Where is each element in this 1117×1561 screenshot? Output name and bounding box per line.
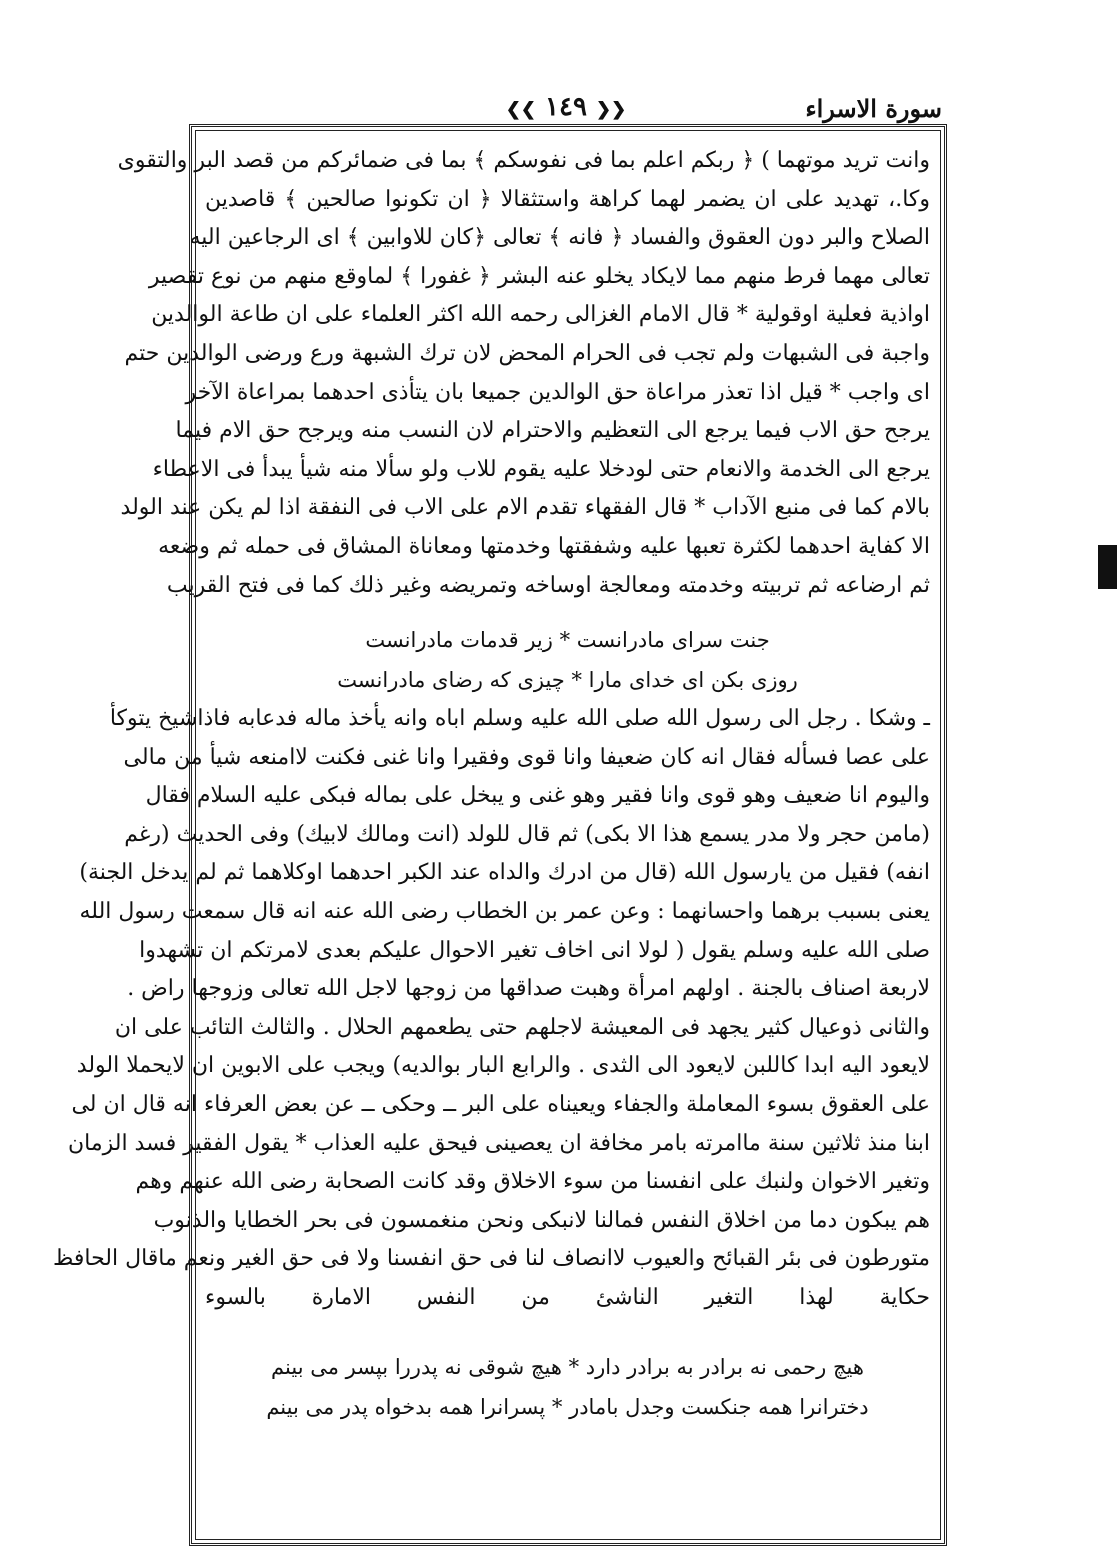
thumb-index-mark (1098, 545, 1117, 589)
body-text-upper (117, 142, 930, 605)
text-line: لايعود اليه ابدا كاللبن لايعود الى الثدى . والرابع البار بوالديه) ويجب على الابوين ان لايحملا الولد (76, 1053, 930, 1079)
running-header (196, 92, 942, 132)
ornament-right-icon: ❯❯ (596, 99, 627, 120)
text-line: وتغير الاخوان ولنبك على انفسنا من سوء الاخلاق وقد كانت الصحابة رضى الله عنهم وهم (135, 1169, 930, 1195)
text-line: يرجح حق الاب فيما يرجع الى التعظيم والاحترام لان النسب منه ويرجح حق الام فيما (175, 418, 930, 444)
text-line: ابنا منذ ثلاثين سنة ماامرته بامر مخافة ان يعصينى فيحق عليه العذاب * يقول الفقير فسد الزمان (67, 1130, 930, 1156)
text-line: اواذية فعلية اوقولية * قال الامام الغزالى رحمه الله اكثر العلماء على ان طاعة الوالدين (151, 302, 930, 328)
text-line: ثم ارضاعه ثم تربيته وخدمته ومعالجة اوساخه وتمريضه وغير ذلك كما فى فتح القريب (166, 572, 930, 598)
text-line: واجبة فى الشبهات ولم تجب فى الحرام المحض لان ترك الشبهة ورع ورضى الوالدين حتم (124, 340, 930, 366)
verse-block-lower (205, 1347, 930, 1427)
surah-title: سورة الاسراء (805, 94, 942, 123)
text-line: وانت تريد موتهما ) ﴿ ربكم اعلم بما فى نفوسكم ﴾ بما فى ضمائركم من قصد البر والتقوى (117, 148, 930, 173)
page-number-text: ١٤٩ (545, 92, 587, 122)
text-line: على عصا فسأله فقال انه كان ضعيفا وانا قوى وفقيرا وانا غنى فكنت لاامنعه شيأ من مالى (123, 744, 930, 770)
poetry-line: دخترانرا همه جنكست وجدل بامادر * پسرانرا همه بدخواه پدر مى بينم (266, 1395, 869, 1419)
text-line: الصلاح والبر دون العقوق والفساد ﴿ فانه ﴾ تعالى ﴿كان للاوابين ﴾ اى الرجاعين اليه (189, 225, 930, 251)
text-line: لاربعة اصناف بالجنة . اولهم امرأة وهبت صداقها من زوجها لاجل الله تعالى وزوجها راض . (127, 976, 930, 1002)
text-line: هم يبكون دما من اخلاق النفس فمالنا لانبكى ونحن منغمسون فى بحر الخطايا والذنوب (153, 1207, 930, 1233)
poetry-line: روزى بكن اى خداى مارا * چيزى كه رضاى مادرانست (337, 668, 798, 692)
text-line: والثانى ذوعيال كثير يجهد فى المعيشة لاجلهم حتى يطعمهم الحلال . والثالث التائب على ان (114, 1014, 930, 1040)
text-line: يعنى بسبب برهما واحسانهما : وعن عمر بن الخطاب رضى الله عنه انه قال سمعت رسول الله (79, 898, 930, 924)
text-line: واليوم انا ضعيف وهو قوى وانا فقير وهو غنى و يبخل على بماله فبكى عليه السلام فقال (145, 783, 930, 809)
verse-block-upper (205, 620, 930, 700)
page-number (496, 92, 636, 122)
text-line: متورطون فى بئر القبائح والعيوب لاانصاف لنا فى حق انفسنا ولا فى حق الغير ونعم ماقال الحافظ (52, 1246, 930, 1272)
text-line: ـ وشكا . رجل الى رسول الله صلى الله عليه وسلم اباه وانه يأخذ ماله فدعابه فاذاشيخ يتوكأ (109, 706, 930, 731)
text-line: الا كفاية احدهما لكثرة تعبها عليه وشفقتها وخدمتها ومعاناة المشاق فى حمله ثم وضعه (158, 533, 930, 559)
text-line: (مامن حجر ولا مدر يسمع هذا الا بكى) ثم قال للولد (انت ومالك لابيك) وفى الحديث (رغم (124, 821, 930, 847)
text-line: على العقوق بسوء المعاملة والجفاء ويعيناه على البر ــ وحكى ــ عن بعض العرفاء انه قال ان لى (71, 1091, 930, 1117)
text-line: يرجع الى الخدمة والانعام حتى لودخلا عليه يقوم للاب ولو سألا منه شيأ يبدأ فى الاعطاء (152, 456, 930, 482)
poetry-line: هيچ رحمى نه برادر به برادر دارد * هيچ شوقى نه پدررا بپسر مى بينم (271, 1355, 864, 1379)
text-line: وكا.، تهديد على ان يضمر لهما كراهة واستثقالا ﴿ ان تكونوا صالحين ﴾ قاصدين (205, 186, 930, 212)
text-line: انفه) فقيل من يارسول الله (قال من ادرك والداه عند الكبر احدهما اوكلاهما ثم لم يدخل الجنة) (79, 860, 930, 886)
poetry-line: جنت سراى مادرانست * زير قدمات مادرانست (365, 628, 770, 652)
text-line: اى واجب * قيل اذا تعذر مراعاة حق الوالدين جميعا بان يتأذى احدهما بمراعاة الآخر (185, 379, 930, 405)
text-line: صلى الله عليه وسلم يقول ( لولا انى اخاف تغير الاحوال عليكم بعدى لامرتكم ان تشهدوا (139, 937, 930, 963)
ornament-left-icon: ❮❮ (505, 99, 536, 120)
text-line: حكاية لهذا التغير الناشئ من النفس الامارة بالسوء (205, 1284, 930, 1310)
body-text-lower (52, 700, 930, 1318)
text-line: تعالى مهما فرط منهم مما لايكاد يخلو عنه البشر ﴿ غفورا ﴾ لماوقع منهم من نوع تقصير (148, 263, 930, 289)
text-line: بالام كما فى منبع الآداب * قال الفقهاء تقدم الام على الاب فى النفقة اذا لم يكن عند الولد (120, 495, 930, 521)
